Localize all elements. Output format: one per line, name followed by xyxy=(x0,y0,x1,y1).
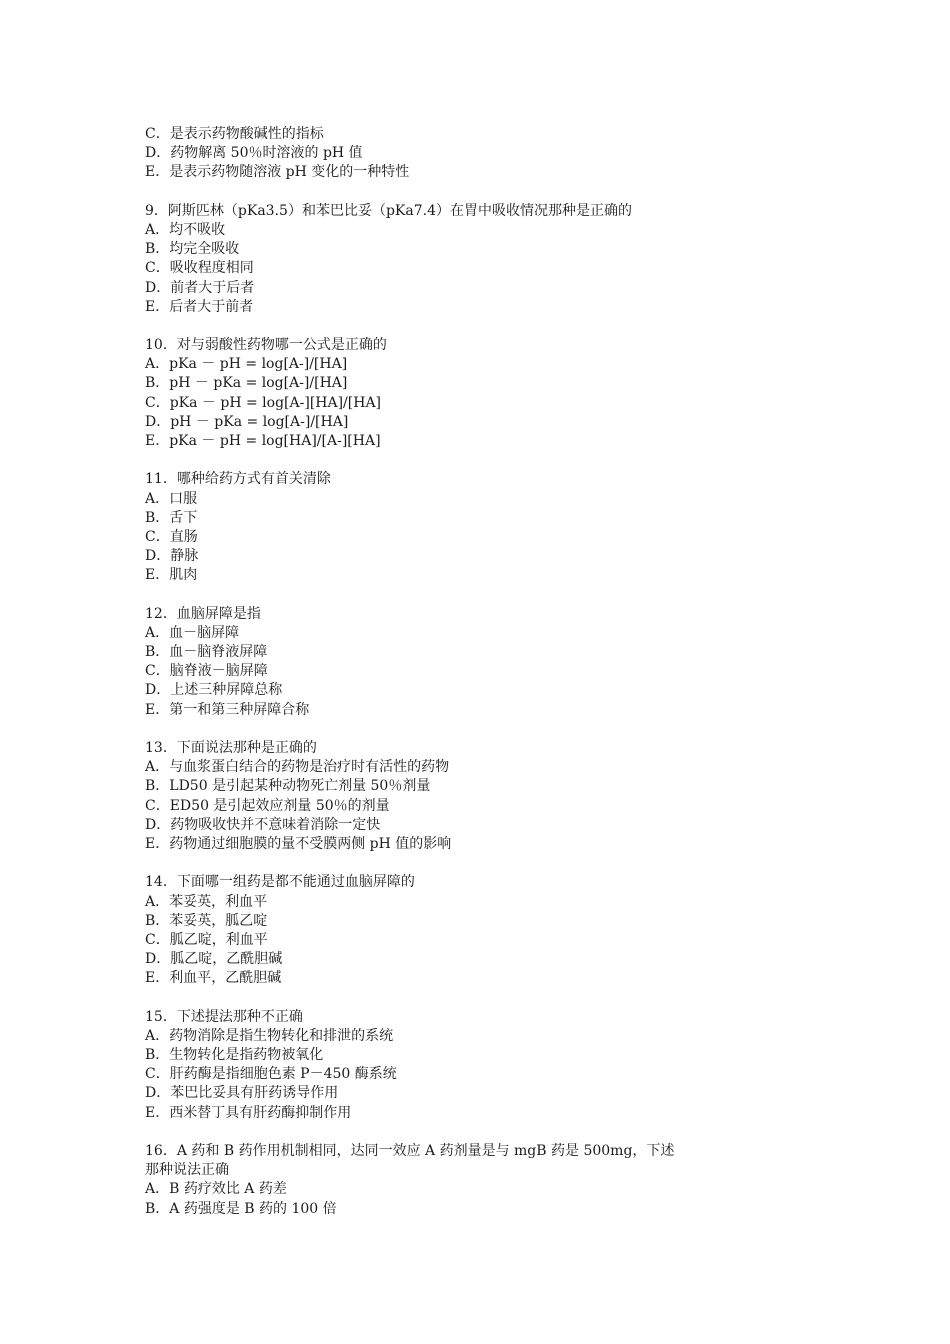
option-line: E．西米替丁具有肝药酶抑制作用 xyxy=(145,1104,352,1121)
option-line: C．是表示药物酸碱性的指标 xyxy=(145,126,324,142)
option-line: D．pH － pKa = log[A-]/[HA] xyxy=(145,413,349,430)
option-line: D．静脉 xyxy=(145,548,199,565)
question-16 xyxy=(145,1142,845,1219)
option-line: D．胍乙啶，乙酰胆碱 xyxy=(145,951,283,968)
option-line: C．肝药酶是指细胞色素 P－450 酶系统 xyxy=(145,1066,397,1083)
document-page xyxy=(145,125,845,1219)
option-line: A．B 药疗效比 A 药差 xyxy=(145,1181,287,1198)
option-line: B．LD50 是引起某种动物死亡剂量 50％剂量 xyxy=(145,778,431,795)
option-line: C．脑脊液－脑屏障 xyxy=(145,663,268,680)
option-line: E．第一和第三种屏障合称 xyxy=(145,701,310,718)
option-line: C．吸收程度相同 xyxy=(145,260,254,277)
option-line: E．肌肉 xyxy=(145,567,198,584)
question-stem: 11．哪种给药方式有首关清除 xyxy=(145,471,331,488)
option-line: B．舌下 xyxy=(145,509,198,526)
option-line: B．苯妥英，胍乙啶 xyxy=(145,912,268,929)
question-stem: 9．阿斯匹林（pKa3.5）和苯巴比妥（pKa7.4）在胃中吸收情况那种是正确的 xyxy=(145,202,632,219)
option-line: B．pH － pKa = log[A-]/[HA] xyxy=(145,375,348,392)
option-line: A．血－脑屏障 xyxy=(145,624,240,641)
question-15 xyxy=(145,1008,845,1123)
question-10 xyxy=(145,336,845,451)
option-line: E．药物通过细胞膜的量不受膜两侧 pH 值的影响 xyxy=(145,835,452,852)
option-line: B．血－脑脊液屏障 xyxy=(145,644,268,661)
option-line: A．pKa － pH = log[A-]/[HA] xyxy=(145,356,348,373)
option-line: A．苯妥英，利血平 xyxy=(145,893,268,910)
option-line: D．药物解离 50％时溶液的 pH 值 xyxy=(145,145,363,162)
option-line: E．pKa － pH = log[HA]/[A-][HA] xyxy=(145,433,381,449)
option-line: C．直肠 xyxy=(145,528,198,545)
question-13 xyxy=(145,739,845,854)
option-line: D．上述三种屏障总称 xyxy=(145,682,283,699)
option-line: C．pKa － pH = log[A-][HA]/[HA] xyxy=(145,394,382,411)
option-line: B．均完全吸收 xyxy=(145,241,240,258)
option-line: A．口服 xyxy=(145,490,198,507)
question-stem: 14．下面哪一组药是都不能通过血脑屏障的 xyxy=(145,874,415,891)
option-line: E．利血平，乙酰胆碱 xyxy=(145,970,282,987)
option-line: A．均不吸收 xyxy=(145,221,226,238)
question-stem-continued: 那种说法正确 xyxy=(145,1162,229,1179)
previous-question-options xyxy=(145,125,845,183)
question-stem: 15．下述提法那种不正确 xyxy=(145,1008,303,1025)
option-line: C．ED50 是引起效应剂量 50％的剂量 xyxy=(145,797,390,814)
option-line: C．胍乙啶，利血平 xyxy=(145,931,268,948)
option-line: D．前者大于后者 xyxy=(145,279,255,296)
question-stem: 16．A 药和 B 药作用机制相同，达同一效应 A 药剂量是与 mgB 药是 500mg，下述 xyxy=(145,1142,675,1159)
question-9 xyxy=(145,202,845,317)
option-line: B．A 药强度是 B 药的 100 倍 xyxy=(145,1200,337,1217)
option-line: D．药物吸收快并不意味着消除一定快 xyxy=(145,816,381,833)
option-line: A．与血浆蛋白结合的药物是治疗时有活性的药物 xyxy=(145,759,450,776)
question-stem: 10．对与弱酸性药物哪一公式是正确的 xyxy=(145,337,387,354)
option-line: E．是表示药物随溶液 pH 变化的一种特性 xyxy=(145,164,410,181)
question-stem: 12．血脑屏障是指 xyxy=(145,605,261,622)
question-14 xyxy=(145,873,845,988)
option-line: E．后者大于前者 xyxy=(145,298,254,315)
option-line: B．生物转化是指药物被氧化 xyxy=(145,1047,324,1063)
question-12 xyxy=(145,605,845,720)
question-11 xyxy=(145,470,845,585)
option-line: A．药物消除是指生物转化和排泄的系统 xyxy=(145,1027,394,1044)
question-stem: 13．下面说法那种是正确的 xyxy=(145,740,317,756)
option-line: D．苯巴比妥具有肝药诱导作用 xyxy=(145,1085,339,1102)
